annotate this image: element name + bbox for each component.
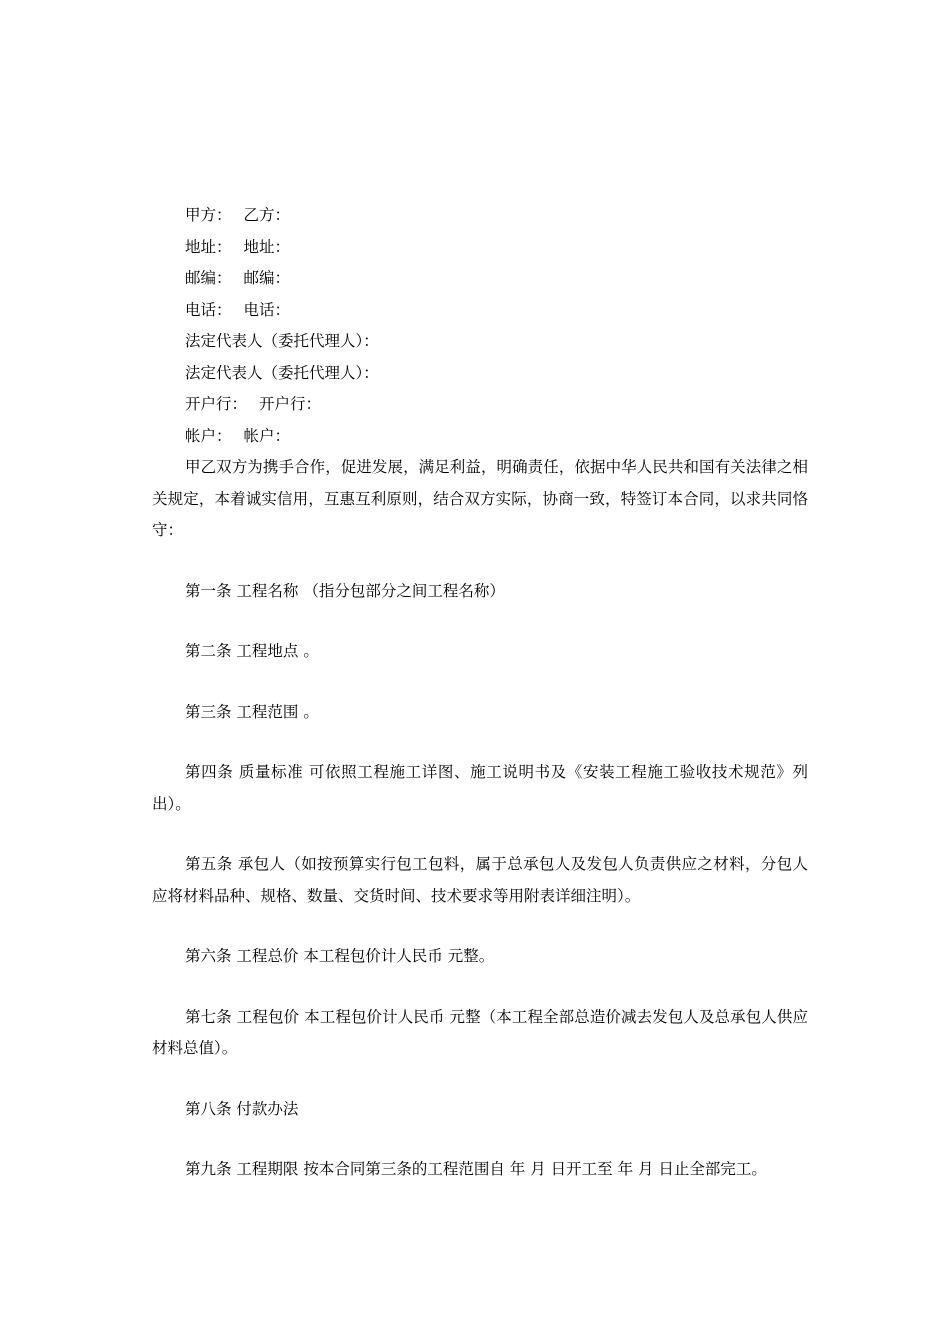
account-row [152,421,808,453]
account-b-label: 帐户： [243,426,291,445]
address-row [152,232,808,264]
intro-paragraph: 甲乙双方为携手合作，促进发展，满足利益，明确责任，依据中华人民共和国有关法律之相关规定，本着诚实信用，互惠互利原则，结合双方实际，协商一致，特签订本合同，以求共同恪守： [152,458,808,539]
postcode-b-label: 邮编： [243,269,291,287]
party-b-label: 乙方： [243,206,291,224]
address-b-label: 地址： [243,237,291,256]
phone-b-label: 电话： [243,300,291,319]
phone-a-label: 电话： [185,300,232,319]
address-a-label: 地址： [185,237,232,256]
rep-a-label: 法定代表人（委托代理人）： [185,332,379,350]
article-7: 第七条 工程包价 本工程包价计人民币 元整（本工程全部总造价减去发包人及总承包人供应材料总值）。 [152,1007,808,1057]
bank-row [152,389,808,421]
article-6: 第六条 工程总价 本工程包价计人民币 元整。 [185,947,495,965]
article-5: 第五条 承包人（如按预算实行包工包料，属于总承包人及发包人负责供应之材料，分包人应将材料品种、规格、数量、交货时间、技术要求等用附表详细注明）。 [152,855,808,905]
phone-row [152,295,808,327]
party-a-label: 甲方： [185,206,232,224]
article-8: 第八条 付款办法 [185,1099,299,1118]
article-2: 第二条 工程地点 。 [185,642,319,660]
article-1: 第一条 工程名称 （指分包部分之间工程名称） [185,581,505,600]
article-4: 第四条 质量标准 可依照工程施工详图、施工说明书及《安装工程施工验收技术规范》列出）。 [152,763,808,813]
article-3: 第三条 工程范围 。 [185,702,319,721]
account-a-label: 帐户： [185,426,232,445]
bank-a-label: 开户行： [185,395,248,413]
bank-b-label: 开户行： [259,395,322,413]
postcode-a-label: 邮编： [185,269,232,287]
party-row [152,200,808,232]
rep-b-label: 法定代表人（委托代理人）： [185,363,379,382]
rep-a-row [152,326,808,358]
article-9: 第九条 工程期限 按本合同第三条的工程范围自 年 月 日开工至 年 月 日止全部完工。 [185,1160,767,1178]
postcode-row [152,263,808,295]
contract-document [152,200,808,1186]
rep-b-row [152,358,808,390]
